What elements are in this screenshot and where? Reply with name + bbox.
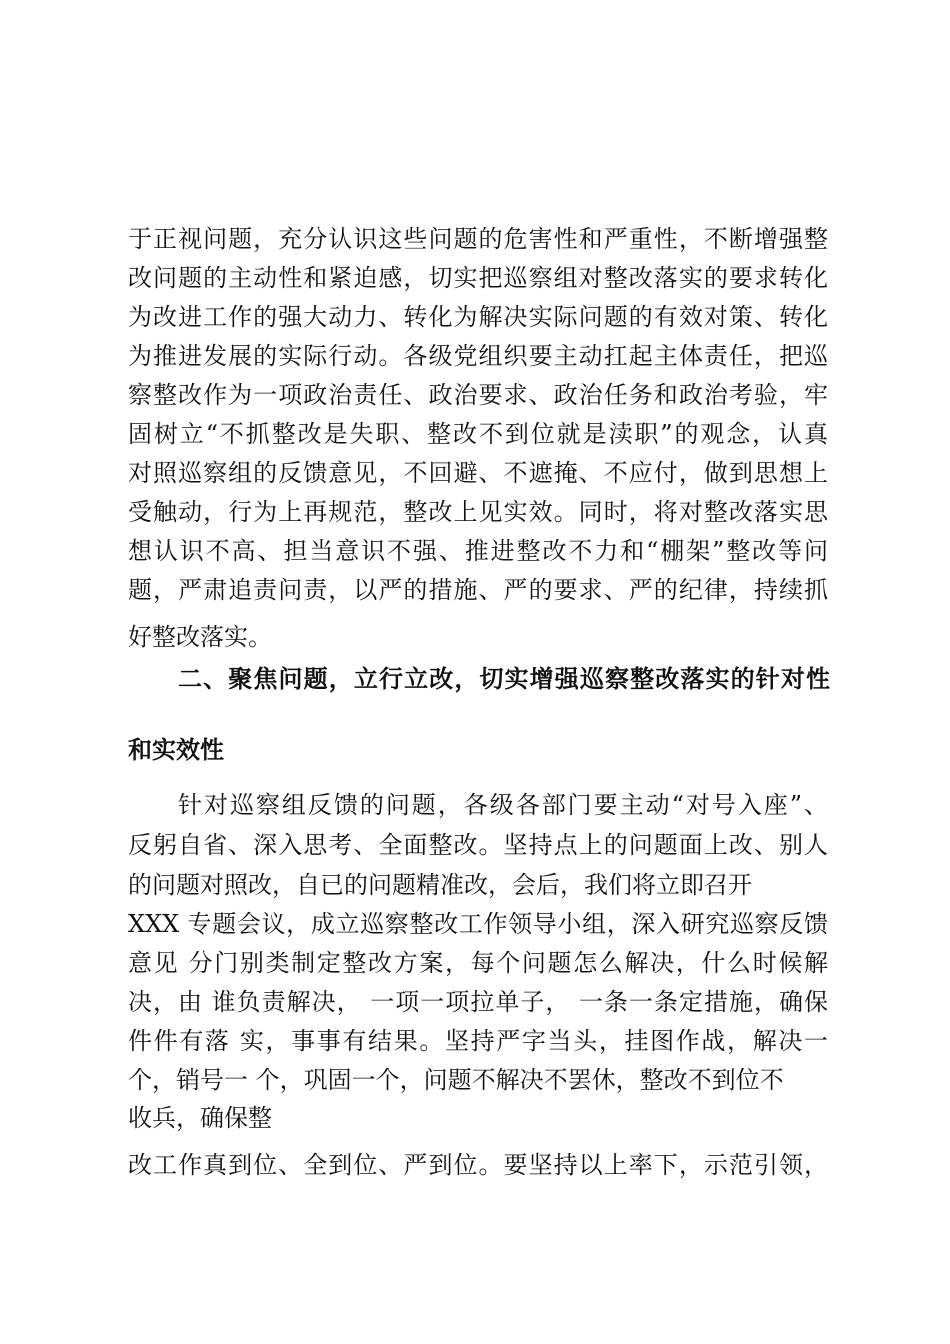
paragraph-1-line-1: 于正视问题，充分认识这些问题的危害性和严重性，不断增强整 — [128, 225, 828, 253]
paragraph-2-line-3: 的问题对照改，自已的问题精准改，会后，我们将立即召开 — [128, 871, 752, 899]
paragraph-1-line-6: 固树立“不抓整改是失职、整改不到位就是渎职”的观念，认真 — [128, 420, 828, 448]
paragraph-1-line-10: 题，严肃追责问责，以严的措施、严的要求、严的纪律，持续抓 — [128, 576, 828, 604]
paragraph-2-line-6: 决，由 谁负责解决， 一项一项拉单子， 一条一条定措施，确保 — [128, 988, 828, 1016]
section-heading-line-2: 和实效性 — [128, 736, 224, 764]
paragraph-2-line-4: XXX 专题会议，成立巡察整改工作领导小组，深入研究巡察反馈 — [128, 910, 828, 938]
paragraph-2-line-7: 件件有落 实，事事有结果。坚持严字当头，挂图作战，解决一 — [128, 1027, 828, 1055]
paragraph-1-line-9: 想认识不高、担当意识不强、推进整改不力和“棚架”整改等问 — [128, 537, 828, 565]
paragraph-1-line-11: 好整改落实。 — [128, 623, 272, 651]
paragraph-2-line-9: 收兵，确保整 — [128, 1104, 272, 1132]
paragraph-2-line-2: 反躬自省、深入思考、全面整改。坚持点上的问题面上改、别人 — [128, 831, 828, 859]
paragraph-1-line-2: 改问题的主动性和紧迫感，切实把巡察组对整改落实的要求转化 — [128, 264, 828, 292]
paragraph-2-line-8: 个，销号一 个，巩固一个，问题不解决不罢休，整改不到位不 — [128, 1066, 784, 1094]
paragraph-2-line-5: 意见 分门别类制定整改方案，每个问题怎么解决，什么时候解 — [128, 949, 828, 977]
paragraph-2-line-10: 改工作真到位、全到位、严到位。要坚持以上率下，示范引领， — [128, 1151, 828, 1179]
paragraph-1-line-7: 对照巡察组的反馈意见，不回避、不遮掩、不应付，做到思想上 — [128, 459, 828, 487]
paragraph-1-line-5: 察整改作为一项政治责任、政治要求、政治任务和政治考验，牢 — [128, 381, 828, 409]
paragraph-2-line-1: 针对巡察组反馈的问题，各级各部门要主动“对号入座”、 — [178, 791, 828, 819]
section-heading-line-1: 二、聚焦问题，立行立改，切实增强巡察整改落实的针对性 — [178, 665, 830, 693]
paragraph-1-line-4: 为推进发展的实际行动。各级党组织要主动扛起主体责任，把巡 — [128, 342, 828, 370]
paragraph-1-line-3: 为改进工作的强大动力、转化为解决实际问题的有效对策、转化 — [128, 303, 828, 331]
paragraph-1-line-8: 受触动，行为上再规范，整改上见实效。同时，将对整改落实思 — [128, 498, 828, 526]
